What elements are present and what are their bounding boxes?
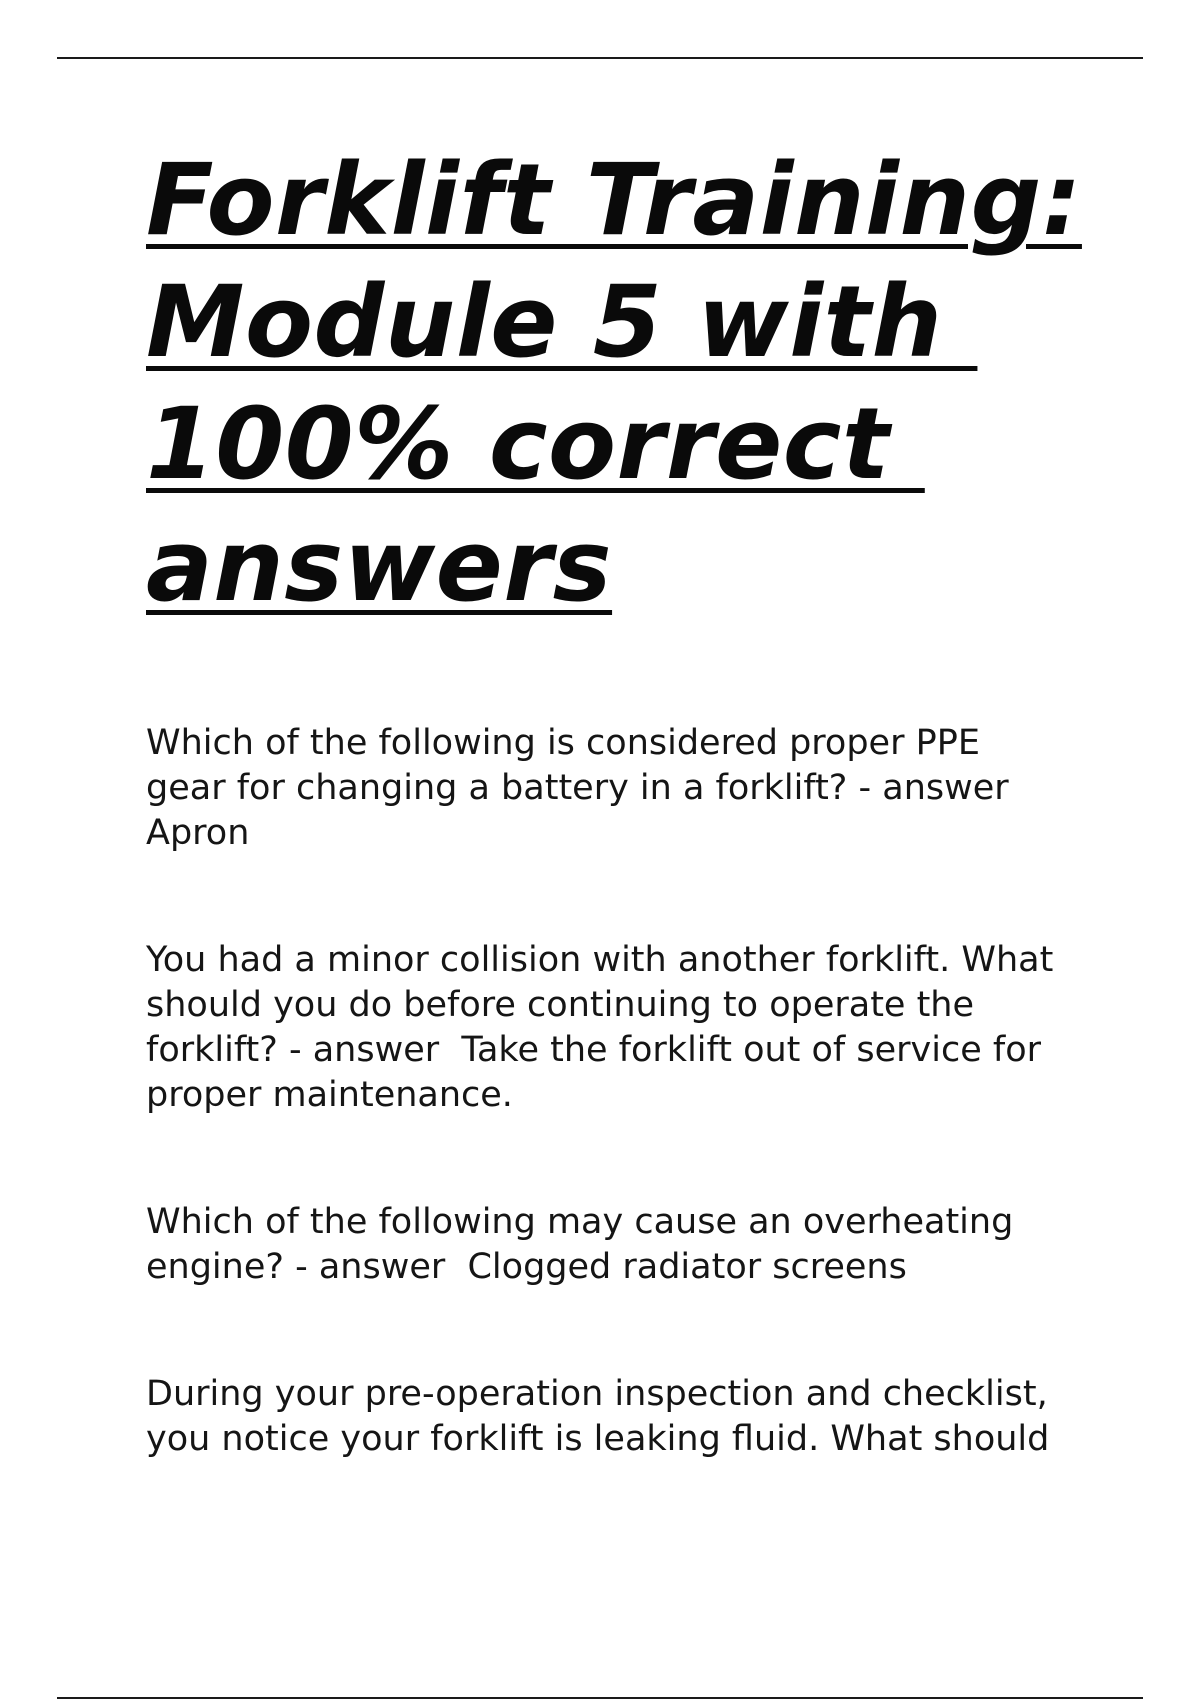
bottom-rule: [57, 1697, 1143, 1699]
document-title: Forklift Training: Module 5 with 100% correct answers: [146, 143, 1082, 624]
qa-entry-2: You had a minor collision with another forklift. What should you do before continuing to operate the forklift? - answer Take the forklift out of service for proper maintenance.: [146, 940, 1054, 1115]
qa-entry-1: Which of the following is considered proper PPE gear for changing a battery in a forklift? - answer Apron: [146, 723, 1009, 853]
qa-entry-3: Which of the following may cause an overheating engine? - answer Clogged radiator screens: [146, 1202, 1014, 1287]
top-rule: [57, 57, 1143, 59]
qa-entry-4: During your pre-operation inspection and checklist, you notice your forklift is leaking fluid. What should: [146, 1374, 1050, 1459]
document-body: [146, 140, 1106, 1462]
